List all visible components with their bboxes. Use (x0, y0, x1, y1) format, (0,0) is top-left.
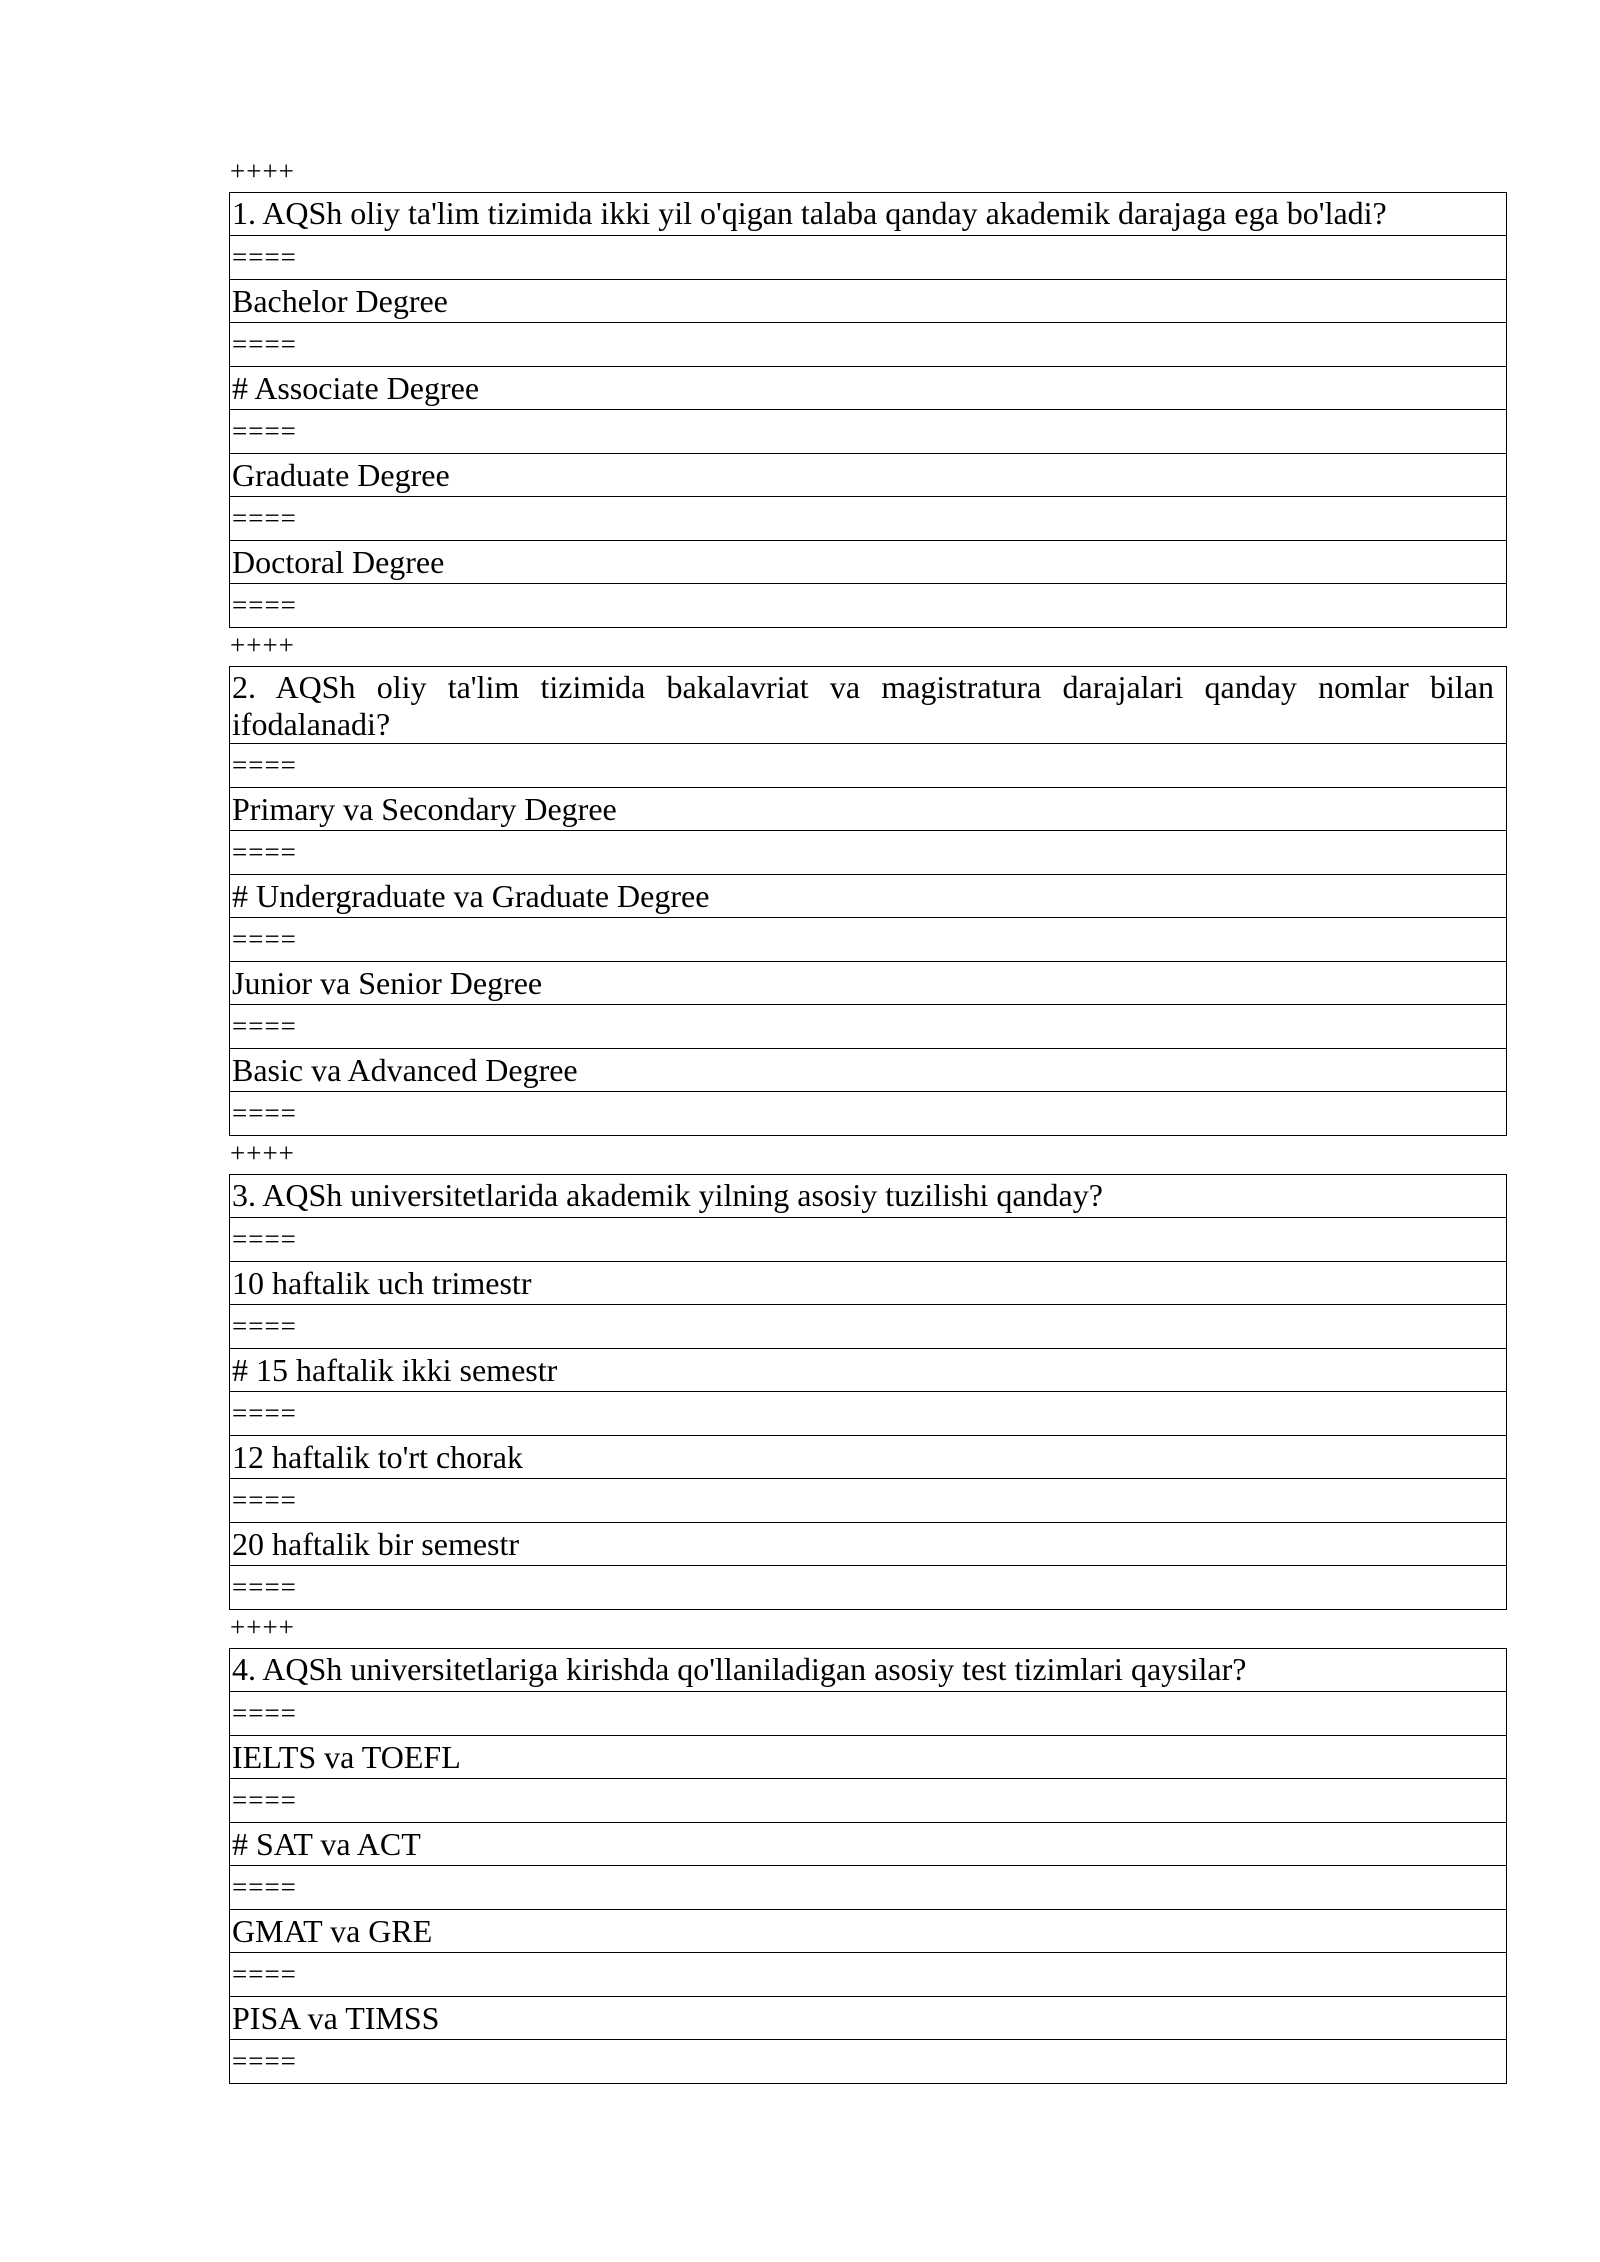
option-row (230, 541, 1507, 584)
separator-row (230, 497, 1507, 541)
question-row (230, 1649, 1507, 1692)
separator-row (230, 1305, 1507, 1349)
separator-row (230, 1005, 1507, 1049)
question-text: 3. AQSh universitetlarida akademik yilning asosiy tuzilishi qanday? (230, 1175, 1507, 1218)
option-separator: ==== (230, 497, 1507, 541)
question-table (229, 666, 1507, 1136)
answer-option: 10 haftalik uch trimestr (230, 1262, 1507, 1305)
option-row (230, 1823, 1507, 1866)
separator-row (230, 584, 1507, 628)
separator-row (230, 1566, 1507, 1610)
answer-option: Doctoral Degree (230, 541, 1507, 584)
option-separator: ==== (230, 410, 1507, 454)
option-separator: ==== (230, 584, 1507, 628)
answer-option: Basic va Advanced Degree (230, 1049, 1507, 1092)
option-separator: ==== (230, 236, 1507, 280)
separator-row (230, 1779, 1507, 1823)
answer-option: IELTS va TOEFL (230, 1736, 1507, 1779)
answer-option-correct: # SAT va ACT (230, 1823, 1507, 1866)
block-separator: ++++ (230, 1612, 295, 1642)
separator-row (230, 1866, 1507, 1910)
option-row (230, 1736, 1507, 1779)
option-separator: ==== (230, 744, 1507, 788)
option-row (230, 875, 1507, 918)
option-row (230, 962, 1507, 1005)
option-separator: ==== (230, 1692, 1507, 1736)
test-document (229, 154, 1507, 2084)
question-row (230, 667, 1507, 744)
option-separator: ==== (230, 1305, 1507, 1349)
option-row (230, 454, 1507, 497)
option-separator: ==== (230, 1392, 1507, 1436)
answer-option: Primary va Secondary Degree (230, 788, 1507, 831)
separator-row (230, 744, 1507, 788)
separator-row (230, 1953, 1507, 1997)
question-row (230, 1175, 1507, 1218)
option-separator: ==== (230, 1779, 1507, 1823)
option-row (230, 280, 1507, 323)
answer-option-correct: # 15 haftalik ikki semestr (230, 1349, 1507, 1392)
option-row (230, 1523, 1507, 1566)
answer-option: 20 haftalik bir semestr (230, 1523, 1507, 1566)
option-row (230, 367, 1507, 410)
option-row (230, 1049, 1507, 1092)
answer-option-correct: # Undergraduate va Graduate Degree (230, 875, 1507, 918)
option-row (230, 1910, 1507, 1953)
separator-row (230, 1092, 1507, 1136)
option-separator: ==== (230, 1005, 1507, 1049)
separator-row (230, 323, 1507, 367)
question-text: 4. AQSh universitetlariga kirishda qo'llaniladigan asosiy test tizimlari qaysilar? (230, 1649, 1507, 1692)
separator-row (230, 410, 1507, 454)
question-table (229, 192, 1507, 628)
block-separator: ++++ (230, 1138, 295, 1168)
answer-option: Graduate Degree (230, 454, 1507, 497)
question-table (229, 1174, 1507, 1610)
option-separator: ==== (230, 1566, 1507, 1610)
separator-row (230, 2040, 1507, 2084)
option-row (230, 1997, 1507, 2040)
question-row (230, 193, 1507, 236)
separator-row (230, 1692, 1507, 1736)
answer-option: 12 haftalik to'rt chorak (230, 1436, 1507, 1479)
option-separator: ==== (230, 1866, 1507, 1910)
option-separator: ==== (230, 1479, 1507, 1523)
option-row (230, 1436, 1507, 1479)
answer-option: Bachelor Degree (230, 280, 1507, 323)
block-separator: ++++ (230, 156, 295, 186)
separator-row (230, 1218, 1507, 1262)
separator-row (230, 831, 1507, 875)
question-text: 1. AQSh oliy ta'lim tizimida ikki yil o'qigan talaba qanday akademik darajaga ega bo'ladi? (230, 193, 1507, 236)
option-separator: ==== (230, 323, 1507, 367)
option-row (230, 1262, 1507, 1305)
option-separator: ==== (230, 2040, 1507, 2084)
separator-row (230, 1392, 1507, 1436)
block-separator: ++++ (230, 630, 295, 660)
separator-row (230, 918, 1507, 962)
option-row (230, 788, 1507, 831)
separator-row (230, 1479, 1507, 1523)
question-text: 2. AQSh oliy ta'lim tizimida bakalavriat va magistratura darajalari qanday nomlar bilan ifodalanadi? (230, 667, 1507, 744)
option-separator: ==== (230, 918, 1507, 962)
option-separator: ==== (230, 1218, 1507, 1262)
answer-option: Junior va Senior Degree (230, 962, 1507, 1005)
separator-row (230, 236, 1507, 280)
option-row (230, 1349, 1507, 1392)
answer-option: PISA va TIMSS (230, 1997, 1507, 2040)
question-table (229, 1648, 1507, 2084)
option-separator: ==== (230, 831, 1507, 875)
option-separator: ==== (230, 1953, 1507, 1997)
option-separator: ==== (230, 1092, 1507, 1136)
answer-option-correct: # Associate Degree (230, 367, 1507, 410)
answer-option: GMAT va GRE (230, 1910, 1507, 1953)
